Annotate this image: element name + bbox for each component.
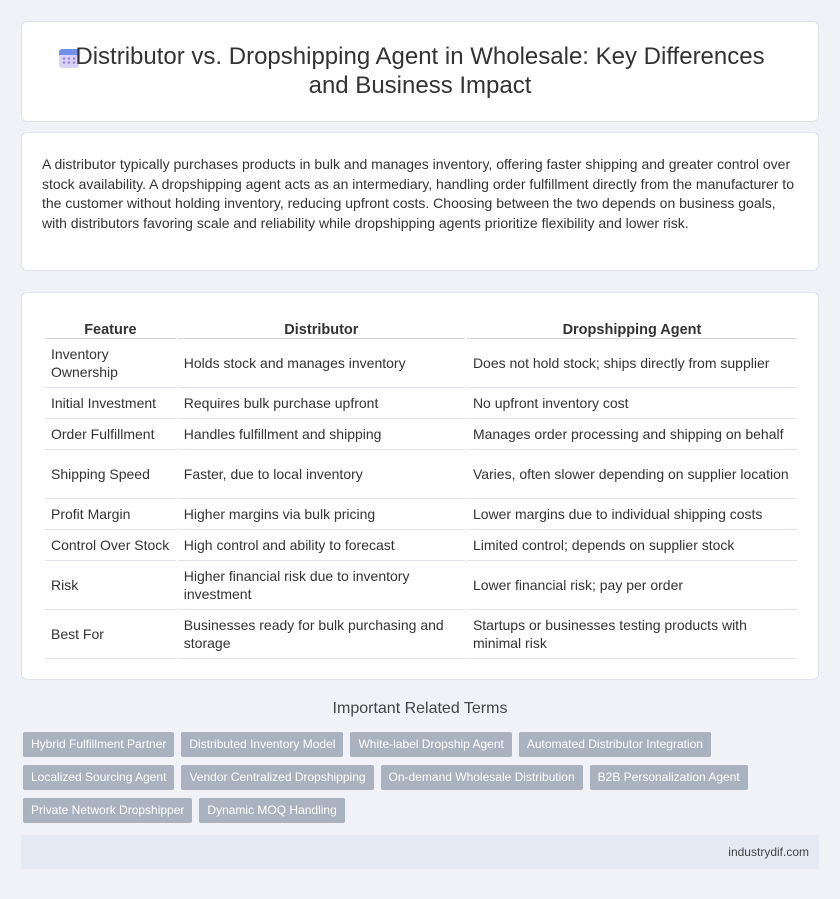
- page-title: Distributor vs. Dropshipping Agent in Wholesale: Key Differences and Business Impact: [75, 43, 765, 99]
- title-card: [21, 21, 819, 122]
- feature-cell: Order Fulfillment: [45, 419, 176, 450]
- intro-card: [21, 132, 819, 271]
- comparison-table-card: [21, 292, 819, 680]
- dropshipping-cell: Lower financial risk; pay per order: [467, 561, 797, 610]
- footer: [21, 835, 819, 869]
- dropshipping-cell: Does not hold stock; ships directly from supplier: [467, 339, 797, 388]
- related-terms-title: Important Related Terms: [332, 700, 508, 717]
- related-terms-list: [23, 732, 813, 823]
- header-feature: Feature: [45, 313, 176, 339]
- table-row: [45, 530, 797, 561]
- related-term-tag[interactable]: Dynamic MOQ Handling: [199, 798, 344, 823]
- distributor-cell: Higher margins via bulk pricing: [178, 499, 465, 530]
- related-term-tag[interactable]: Private Network Dropshipper: [23, 798, 192, 823]
- distributor-cell: High control and ability to forecast: [178, 530, 465, 561]
- related-term-tag[interactable]: Vendor Centralized Dropshipping: [181, 765, 373, 790]
- header-distributor: Distributor: [178, 313, 465, 339]
- dropshipping-cell: Varies, often slower depending on supplier location: [467, 450, 797, 499]
- feature-cell: Best For: [45, 610, 176, 659]
- distributor-cell: Higher financial risk due to inventory investment: [178, 561, 465, 610]
- distributor-cell: Businesses ready for bulk purchasing and storage: [178, 610, 465, 659]
- distributor-cell: Faster, due to local inventory: [178, 450, 465, 499]
- footer-site-link[interactable]: industrydif.com: [728, 845, 809, 859]
- feature-cell: Shipping Speed: [45, 450, 176, 499]
- related-term-tag[interactable]: White-label Dropship Agent: [350, 732, 511, 757]
- related-term-tag[interactable]: Distributed Inventory Model: [181, 732, 343, 757]
- feature-cell: Risk: [45, 561, 176, 610]
- related-term-tag[interactable]: Hybrid Fulfillment Partner: [23, 732, 174, 757]
- table-row: [45, 419, 797, 450]
- table-header-row: [45, 313, 797, 339]
- related-term-tag[interactable]: B2B Personalization Agent: [590, 765, 748, 790]
- feature-cell: Inventory Ownership: [45, 339, 176, 388]
- intro-paragraph: A distributor typically purchases products in bulk and manages inventory, offering faster shipping and greater control over stock availability. A dropshipping agent acts as an intermediary, handling order fulfillment directly from the manufacturer to the customer without holding inventory, reducing upfront costs. Choosing between the two depends on business goals, with distributors favoring scale and reliability while dropshipping agents prioritize flexibility and lower risk.: [42, 156, 794, 231]
- feature-cell: Profit Margin: [45, 499, 176, 530]
- dropshipping-cell: Lower margins due to individual shipping costs: [467, 499, 797, 530]
- distributor-cell: Handles fulfillment and shipping: [178, 419, 465, 450]
- header-dropshipping-agent: Dropshipping Agent: [467, 313, 797, 339]
- table-row: [45, 388, 797, 419]
- related-term-tag[interactable]: Localized Sourcing Agent: [23, 765, 174, 790]
- dropshipping-cell: Limited control; depends on supplier stock: [467, 530, 797, 561]
- table-row: [45, 339, 797, 388]
- distributor-cell: Holds stock and manages inventory: [178, 339, 465, 388]
- dropshipping-cell: No upfront inventory cost: [467, 388, 797, 419]
- table-row: [45, 499, 797, 530]
- distributor-cell: Requires bulk purchase upfront: [178, 388, 465, 419]
- feature-cell: Control Over Stock: [45, 530, 176, 561]
- comparison-table: [43, 313, 799, 659]
- feature-cell: Initial Investment: [45, 388, 176, 419]
- table-row: [45, 450, 797, 499]
- dropshipping-cell: Manages order processing and shipping on behalf: [467, 419, 797, 450]
- dropshipping-cell: Startups or businesses testing products with minimal risk: [467, 610, 797, 659]
- table-row: [45, 561, 797, 610]
- related-term-tag[interactable]: Automated Distributor Integration: [519, 732, 711, 757]
- related-term-tag[interactable]: On-demand Wholesale Distribution: [381, 765, 583, 790]
- table-row: [45, 610, 797, 659]
